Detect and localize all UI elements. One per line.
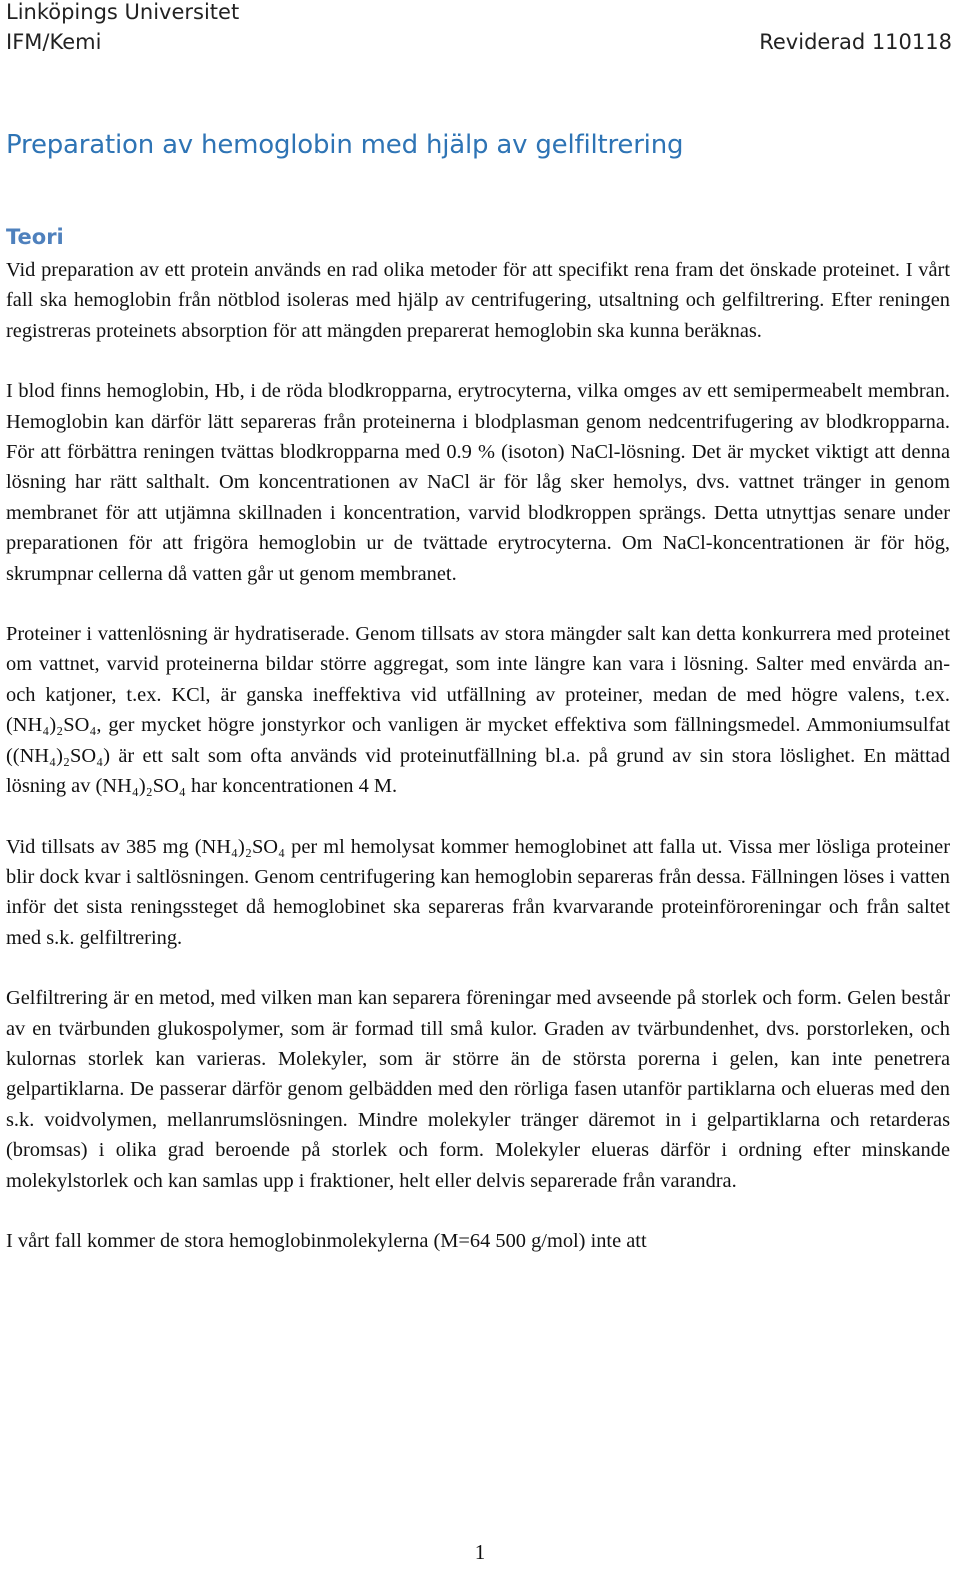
- header-university: Linköpings Universitet: [6, 0, 240, 24]
- document-body: [6, 255, 950, 1256]
- section-heading-teori: Teori: [6, 225, 64, 249]
- paragraph-salting-out: Proteiner i vattenlösning är hydratiserade. Genom tillsats av stora mängder salt kan detta konkurrera med proteinet om vattnet, varvid proteinerna bildar större aggregat, som inte längre kan vara i lösning. Salter med envärda an- och katjoner, t.ex. KCl, är ganska ineffektiva vid utfällning av proteiner, medan de med högre valens, t.ex. (NH₄)₂SO₄, ger mycket högre jonstyrkor och vanligen är mycket effektiva som fällningsmedel. Ammoniumsulfat ((NH₄)₂SO₄) är ett salt som ofta används vid proteinutfällning bl.a. på grund av sin stora löslighet. En mättad lösning av (NH₄)₂SO₄ har koncentrationen 4 M.: [6, 623, 950, 798]
- page-number: 1: [474, 1540, 486, 1564]
- paragraph-gel-filtration: Gelfiltrering är en metod, med vilken man kan separera föreningar med avseende på storlek och form. Gelen består av en tvärbunden glukospolymer, som är formad till små kulor. Graden av tvärbundenhet, dvs. porstorleken, och kulornas storlek kan varieras. Molekyler, som är större än de största porerna i gelen, kan inte penetrera gelpartiklarna. De passerar därför genom gelbädden med den rörliga fasen utanför partiklarna och elueras med den s.k. voidvolymen, mellanrumslösningen. Mindre molekyler tränger däremot in i gelpartiklarna och retarderas (bromsas) i olika grad beroende på storlek och form. Molekyler elueras därför i ordning efter minskande molekylstorlek och kan samlas upp i fraktioner, helt eller delvis separerade från varandra.: [6, 987, 950, 1192]
- paragraph-intro: Vid preparation av ett protein används en rad olika metoder för att specifikt rena fram det önskade proteinet. I vårt fall ska hemoglobin från nötblod isoleras med hjälp av centrifugering, utsaltning och gelfiltrering. Efter reningen registreras proteinets absorption för att mängden preparerat hemoglobin ska kunna beräknas.: [6, 259, 950, 342]
- paragraph-blood-cells: I blod finns hemoglobin, Hb, i de röda blodkropparna, erytrocyterna, vilka omges av ett semipermeabelt membran. Hemoglobin kan därför lätt separeras från proteinerna i blodplasman genom nedcentrifugering av blodkropparna. För att förbättra reningen tvättas blodkropparna med 0.9 % (isoton) NaCl-lösning. Det är mycket viktigt att denna lösning har rätt salthalt. Om koncentrationen av NaCl är för låg sker hemolys, dvs. vattnet tränger in genom membranet för att utjämna skillnaden i koncentration, varvid blodkroppen sprängs. Detta utnyttjas senare under preparationen för att frigöra hemoglobin ur de tvättade erytrocyterna. Om NaCl-koncentrationen är för hög, skrumpnar cellerna då vatten går ut genom membranet.: [6, 380, 950, 585]
- document-title: Preparation av hemoglobin med hjälp av gelfiltrering: [6, 130, 684, 160]
- paragraph-our-case: I vårt fall kommer de stora hemoglobinmolekylerna (M=64 500 g/mol) inte att: [6, 1229, 647, 1252]
- paragraph-spacer: [6, 346, 950, 376]
- header-revision-date: Reviderad 110118: [759, 30, 952, 54]
- paragraph-ammonium-sulfate: Vid tillsats av 385 mg (NH₄)₂SO₄ per ml hemolysat kommer hemoglobinet att falla ut. Vissa mer lösliga proteiner blir dock kvar i saltlösningen. Genom centrifugering kan hemoglobin separeras från dessa. Fällningen löses i vatten inför det sista reningssteget då hemoglobinet ska separeras från kvarvarande proteinföroreningar och från saltet med s.k. gelfiltrering.: [6, 835, 950, 949]
- header-department: IFM/Kemi: [6, 30, 102, 54]
